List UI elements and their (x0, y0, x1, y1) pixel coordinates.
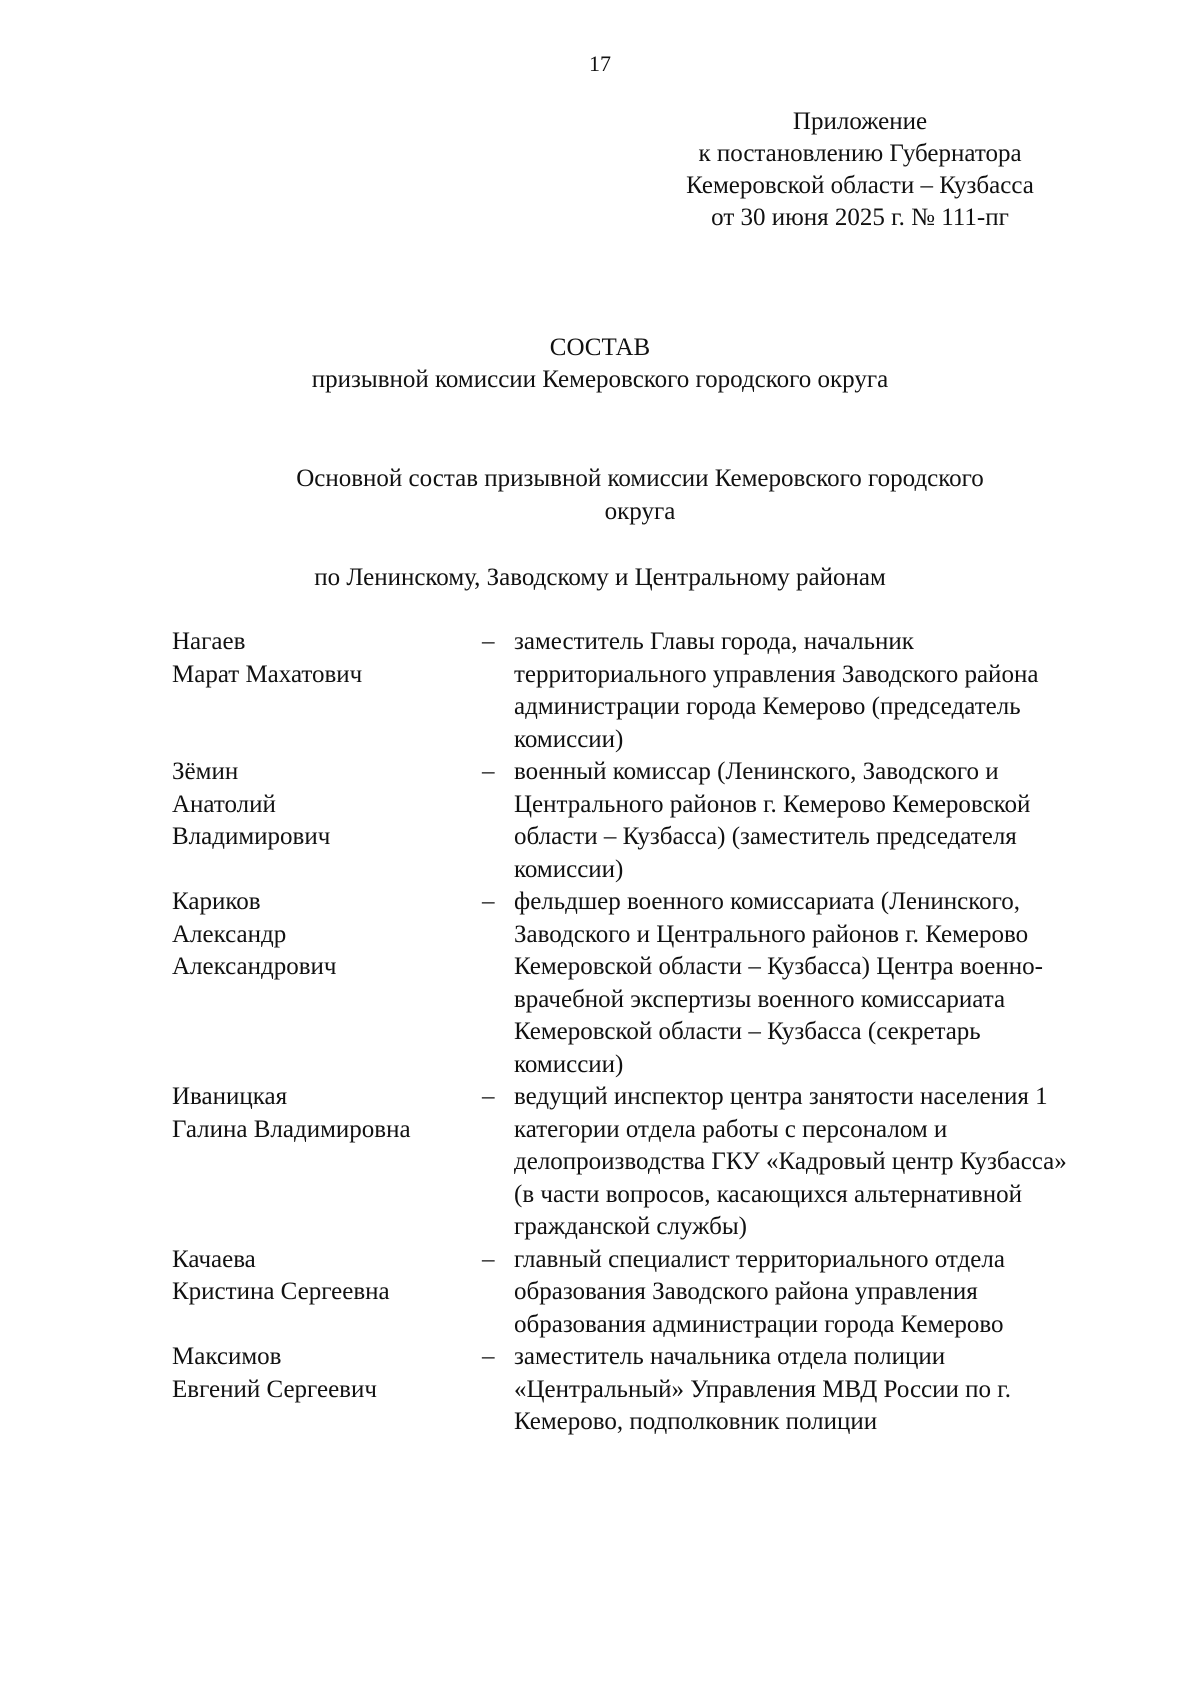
member-name: Качаева Кристина Сергеевна (172, 1245, 390, 1305)
appendix-line-2: к постановлению Губернатора (698, 140, 1022, 167)
section-heading-line-2: округа (604, 498, 676, 525)
member-row (172, 1081, 1132, 1244)
member-role: главный специалист территориального отдела образования Заводского района управления образования администрации города Кемерово (514, 1245, 1005, 1338)
member-dash: – (482, 1245, 495, 1273)
member-dash: – (482, 1343, 495, 1370)
member-role: военный комиссар (Ленинского, Заводского и Центрального районов г. Кемерово Кемеровской области – Кузбасса) (заместитель председателя комиссии) (514, 758, 1031, 883)
appendix-header (630, 106, 1090, 234)
member-name: Максимов Евгений Сергеевич (172, 1343, 377, 1403)
member-role: заместитель Главы города, начальник территориального управления Заводского района администрации города Кемерово (председатель комиссии) (514, 628, 1039, 753)
title-heading: СОСТАВ (549, 334, 651, 361)
member-dash: – (482, 888, 495, 915)
section-heading (230, 462, 1050, 528)
member-name: Зёмин Анатолий Владимирович (172, 758, 331, 850)
member-role: ведущий инспектор центра занятости населения 1 категории отдела работы с персоналом и делопроизводства ГКУ «Кадровый центр Кузбасса» (в части вопросов, касающихся альтернативной гражданской службы) (514, 1083, 1067, 1240)
page-number: 17 (589, 51, 611, 76)
member-name: Иваницкая Галина Владимировна (172, 1083, 411, 1143)
member-dash: – (482, 628, 495, 655)
member-dash: – (482, 1083, 495, 1110)
title-subheading: призывной комиссии Кемеровского городского округа (311, 366, 889, 393)
member-dash: – (482, 758, 495, 785)
member-name: Кариков Александр Александрович (172, 888, 337, 980)
member-row (172, 626, 1132, 756)
document-title (0, 332, 1200, 396)
member-row (172, 886, 1132, 1081)
appendix-line-1: Приложение (792, 108, 928, 135)
member-role: заместитель начальника отдела полиции «Центральный» Управления МВД России по г. Кемерово, подполковник полиции (514, 1343, 1011, 1435)
member-role: фельдшер военного комиссариата (Ленинского, Заводского и Центрального районов г. Кемерово Кемеровской области – Кузбасса) Центра военно-врачебной экспертизы военного комиссариата Кемеровской области – Кузбасса (секретарь комиссии) (514, 888, 1043, 1078)
districts-subheading: по Ленинскому, Заводскому и Центральному районам (314, 564, 886, 591)
appendix-line-3: Кемеровской области – Кузбасса (686, 172, 1034, 199)
member-row (172, 756, 1132, 886)
appendix-line-4: от 30 июня 2025 г. № 111-пг (711, 204, 1009, 231)
member-row (172, 1244, 1132, 1342)
section-heading-line-1: Основной состав призывной комиссии Кемеровского городского (296, 465, 984, 492)
members-list (172, 626, 1132, 1439)
member-row (172, 1341, 1132, 1439)
member-name: Нагаев Марат Махатович (172, 628, 363, 688)
